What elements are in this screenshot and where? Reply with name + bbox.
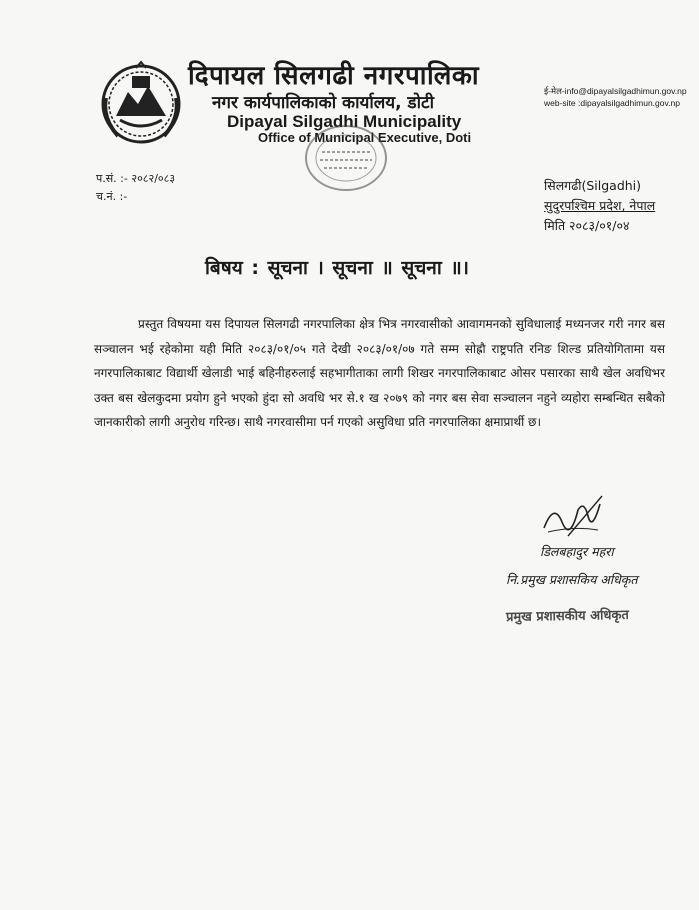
contact-block: [544, 85, 687, 109]
city-name: सिलगढी(Silgadhi): [544, 178, 642, 193]
office-subtitle-nepali: नगर कार्यपालिकाको कार्यालय, डोटी: [212, 93, 434, 113]
dispatch-number: च.नं. :-: [96, 190, 128, 203]
website-text: web-site :dipayalsilgadhimun.gov.np: [544, 98, 680, 108]
letter-date: मिति २०८३/०१/०४: [544, 218, 630, 233]
subject-heading: बिषय : सूचना । सूचना ॥ सूचना ॥।: [205, 257, 469, 279]
office-seal-stamp-icon: [300, 118, 392, 194]
municipality-title-english: Dipayal Silgadhi Municipality: [227, 112, 462, 131]
office-subtitle-english: Office of Municipal Executive, Doti: [258, 130, 472, 145]
province-name: सुदुरपश्चिम प्रदेश, नेपाल: [544, 198, 656, 213]
nepal-emblem-icon: [98, 58, 184, 150]
municipality-title-nepali: दिपायल सिलगढी नगरपालिका: [188, 61, 480, 91]
signatory-title: नि.प्रमुख प्रशासकिय अधिकृत: [506, 572, 638, 587]
notice-body: प्रस्तुत विषयमा यस दिपायल सिलगढी नगरपालिका क्षेत्र भित्र नगरवासीको आवागमनको सुविधालाई मध्यनजर गरी नगर बस सञ्चालन भई रहेकोमा यही मिति २०८३/०१/०५ गते देखी २०८३/०१/०७ गते सम्म सोह्रौ राष्ट्रपति रनिङ शिल्ड प्रतियोगितामा यस नगरपालिकाबाट विद्यार्थी खेलाडी भाई बहिनीहरुलाई सहभागीताका लागी शिखर नगरपालिकाबाट ओसर पसारका साथै खेल अवधिभर उक्त बस खेलकुदमा प्रयोग हुने भएको हुंदा सो अवधि भर से.१ ख २०७९ को नगर बस सेवा सञ्चालन नहुने व्यहोरा सम्बन्धित सबैको जानकारीको लागी अनुरोध गरिन्छ। साथै नगरवासीमा पर्न गएको असुविधा प्रति नगरपालिका क्षमाप्रार्थी छ।: [94, 317, 665, 429]
signatory-name: डिलबहादुर महरा: [540, 544, 614, 559]
signature-icon: [538, 492, 608, 542]
email-text: ई-मेल-info@dipayalsilgadhimun.gov.np: [544, 86, 687, 96]
reference-block: [96, 170, 175, 206]
designation-stamp: प्रमुख प्रशासकीय अधिकृत: [505, 607, 629, 626]
letter-number: प.सं. :- २०८२/०८३: [96, 172, 176, 185]
location-date-block: [544, 176, 655, 236]
